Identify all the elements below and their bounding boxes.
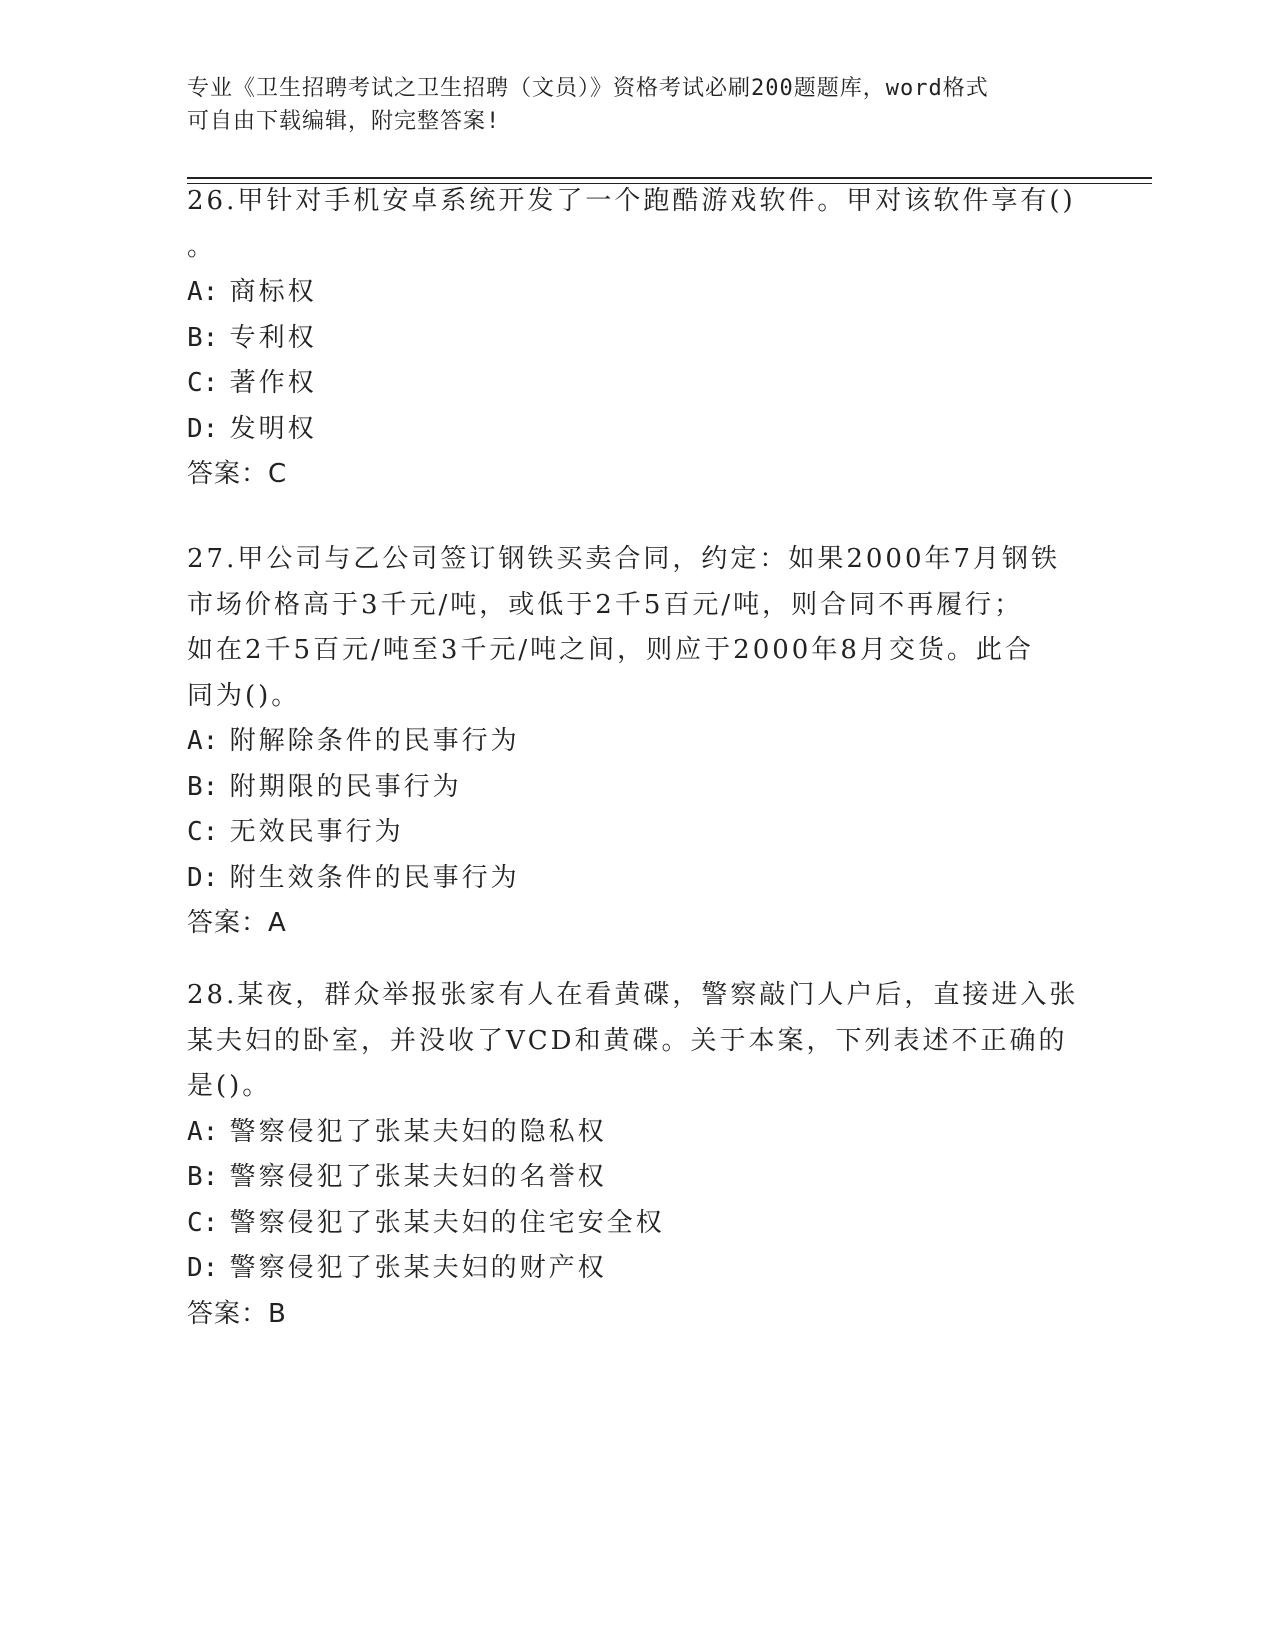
option-c xyxy=(187,1201,1087,1247)
option-letter: D: xyxy=(187,1253,219,1283)
option-d xyxy=(187,1246,1087,1292)
option-c xyxy=(187,361,1087,407)
option-text: 专利权 xyxy=(218,322,317,353)
header-subtitle-line: 可自由下载编辑，附完整答案! xyxy=(187,109,501,134)
option-text: 附期限的民事行为 xyxy=(218,771,462,802)
option-text: 警察侵犯了张某夫妇的名誉权 xyxy=(218,1162,607,1192)
question-stem-line: 同为()。 xyxy=(187,680,301,711)
option-letter: A: xyxy=(187,277,219,307)
option-letter: B: xyxy=(187,771,219,802)
question-stem-line: 是()。 xyxy=(187,1071,272,1101)
option-text: 警察侵犯了张某夫妇的财产权 xyxy=(218,1253,607,1283)
option-text: 警察侵犯了张某夫妇的隐私权 xyxy=(218,1116,607,1147)
question-28 xyxy=(187,973,1087,1337)
option-letter: D: xyxy=(187,413,219,444)
option-d xyxy=(187,856,1087,902)
header-title-line: 专业《卫生招聘考试之卫生招聘（文员）》资格考试必刷200题题库，word格式 xyxy=(187,76,989,101)
question-stem-line: 市场价格高于3千元/吨，或低于2千5百元/吨，则合同不再履行； xyxy=(187,589,1024,620)
option-letter: B: xyxy=(187,1162,219,1192)
question-stem-line: 。 xyxy=(187,231,217,262)
document-header xyxy=(187,72,1067,138)
question-27 xyxy=(187,537,1087,947)
option-letter: C: xyxy=(187,817,219,847)
option-letter: B: xyxy=(187,322,219,353)
question-stem-line: 某夫妇的卧室，并没收了VCD和黄碟。关于本案，下列表述不正确的 xyxy=(187,1025,1068,1056)
option-b xyxy=(187,316,1087,362)
option-letter: D: xyxy=(187,862,219,893)
option-text: 附解除条件的民事行为 xyxy=(218,726,520,756)
option-c xyxy=(187,810,1087,856)
question-stem-line: 28.某夜，群众举报张家有人在看黄碟，警察敲门人户后，直接进入张 xyxy=(187,980,1079,1010)
question-stem-line: 26.甲针对手机安卓系统开发了一个跑酷游戏软件。甲对该软件享有() xyxy=(187,186,1076,216)
option-letter: C: xyxy=(187,1207,219,1238)
option-text: 著作权 xyxy=(218,368,317,398)
option-d xyxy=(187,407,1087,453)
option-text: 商标权 xyxy=(218,277,317,307)
option-text: 附生效条件的民事行为 xyxy=(218,862,520,893)
option-a xyxy=(187,270,1087,316)
option-letter: C: xyxy=(187,368,219,398)
option-text: 警察侵犯了张某夫妇的住宅安全权 xyxy=(218,1207,665,1238)
answer-label: 答案：A xyxy=(187,908,287,938)
question-stem-line: 如在2千5百元/吨至3千元/吨之间，则应于2000年8月交货。此合 xyxy=(187,635,1034,665)
option-b xyxy=(187,1155,1087,1201)
option-letter: A: xyxy=(187,1116,219,1147)
option-b xyxy=(187,765,1087,811)
option-a xyxy=(187,1110,1087,1156)
option-a xyxy=(187,719,1087,765)
option-text: 无效民事行为 xyxy=(218,817,404,847)
question-stem-line: 27.甲公司与乙公司签订钢铁买卖合同，约定：如果2000年7月钢铁 xyxy=(187,544,1061,574)
option-letter: A: xyxy=(187,726,219,756)
answer-label: 答案：C xyxy=(187,459,288,489)
option-text: 发明权 xyxy=(218,413,317,444)
answer-label: 答案：B xyxy=(187,1298,287,1329)
question-26 xyxy=(187,179,1087,498)
